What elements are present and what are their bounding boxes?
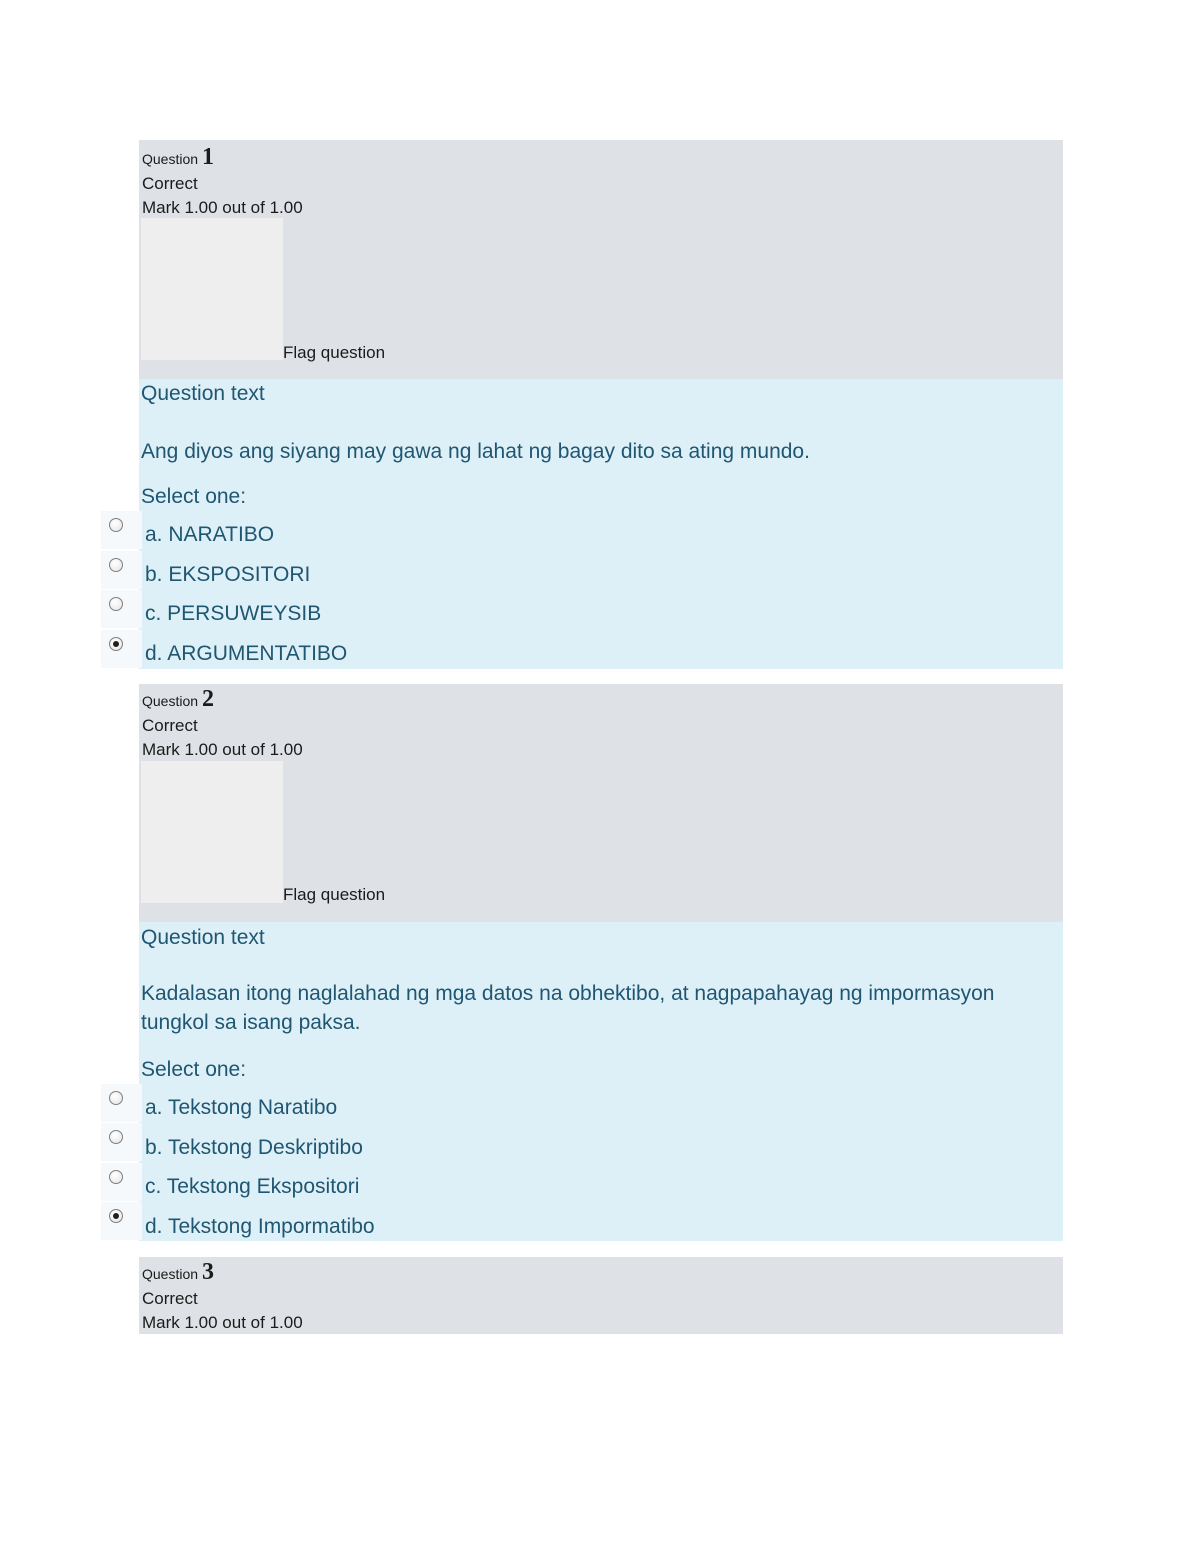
question-1-select-label: Select one: bbox=[141, 485, 247, 508]
question-1-text-heading: Question text bbox=[141, 382, 265, 405]
radio-button[interactable] bbox=[109, 558, 123, 572]
question-2-select-label: Select one: bbox=[141, 1058, 247, 1081]
radio-button-selected[interactable] bbox=[109, 1209, 123, 1223]
question-1-flag-button[interactable]: Flag question bbox=[283, 343, 386, 362]
question-2-option-b[interactable]: b. Tekstong Deskriptibo bbox=[145, 1136, 363, 1159]
question-1-option-a-cell bbox=[101, 511, 142, 549]
question-1-option-a[interactable]: a. NARATIBO bbox=[145, 523, 275, 546]
radio-button[interactable] bbox=[109, 1091, 123, 1105]
question-3-mark: Mark 1.00 out of 1.00 bbox=[142, 1313, 303, 1332]
flag-icon[interactable] bbox=[141, 761, 283, 903]
question-2-info-panel bbox=[139, 684, 1063, 922]
question-2-mark: Mark 1.00 out of 1.00 bbox=[142, 740, 303, 759]
question-1-option-d[interactable]: d. ARGUMENTATIBO bbox=[145, 642, 348, 665]
question-number: 1 bbox=[202, 144, 215, 170]
question-2-state: Correct bbox=[142, 716, 198, 735]
question-2-text-heading: Question text bbox=[141, 926, 265, 949]
question-1-info-panel bbox=[139, 140, 1063, 379]
radio-button[interactable] bbox=[109, 518, 123, 532]
question-2-option-a-cell bbox=[101, 1084, 142, 1122]
question-1-number bbox=[142, 144, 215, 170]
question-label: Question bbox=[142, 151, 199, 167]
question-2-flag-button[interactable]: Flag question bbox=[283, 885, 386, 904]
question-1-option-b-cell bbox=[101, 551, 142, 589]
question-2-option-c-cell bbox=[101, 1163, 142, 1201]
flag-icon[interactable] bbox=[141, 218, 283, 360]
question-2-option-a[interactable]: a. Tekstong Naratibo bbox=[145, 1096, 338, 1119]
question-1-option-b[interactable]: b. EKSPOSITORI bbox=[145, 563, 311, 586]
question-2-option-c[interactable]: c. Tekstong Ekspositori bbox=[145, 1175, 360, 1198]
question-1-mark: Mark 1.00 out of 1.00 bbox=[142, 198, 303, 217]
question-2-option-d-cell bbox=[101, 1202, 142, 1240]
question-label: Question bbox=[142, 1266, 199, 1282]
question-1-option-d-cell bbox=[101, 630, 142, 668]
radio-button-selected[interactable] bbox=[109, 637, 123, 651]
question-label: Question bbox=[142, 693, 199, 709]
question-number: 2 bbox=[202, 686, 215, 712]
question-2-prompt: Kadalasan itong naglalahad ng mga datos na obhektibo, at nagpapahayag ng impormasyon tungkol sa isang paksa. bbox=[141, 982, 995, 1034]
question-1-state: Correct bbox=[142, 174, 198, 193]
question-1-prompt: Ang diyos ang siyang may gawa ng lahat ng bagay dito sa ating mundo. bbox=[141, 440, 810, 463]
question-3-info-panel bbox=[139, 1257, 1063, 1334]
question-1-option-c-cell bbox=[101, 590, 142, 628]
question-number: 3 bbox=[202, 1259, 215, 1285]
question-3-state: Correct bbox=[142, 1289, 198, 1308]
question-2-option-d[interactable]: d. Tekstong Impormatibo bbox=[145, 1215, 375, 1238]
question-2-number bbox=[142, 686, 215, 712]
question-3-number bbox=[142, 1259, 215, 1285]
question-1-option-c[interactable]: c. PERSUWEYSIB bbox=[145, 602, 322, 625]
radio-button[interactable] bbox=[109, 597, 123, 611]
radio-button[interactable] bbox=[109, 1170, 123, 1184]
radio-button[interactable] bbox=[109, 1130, 123, 1144]
question-2-option-b-cell bbox=[101, 1123, 142, 1161]
